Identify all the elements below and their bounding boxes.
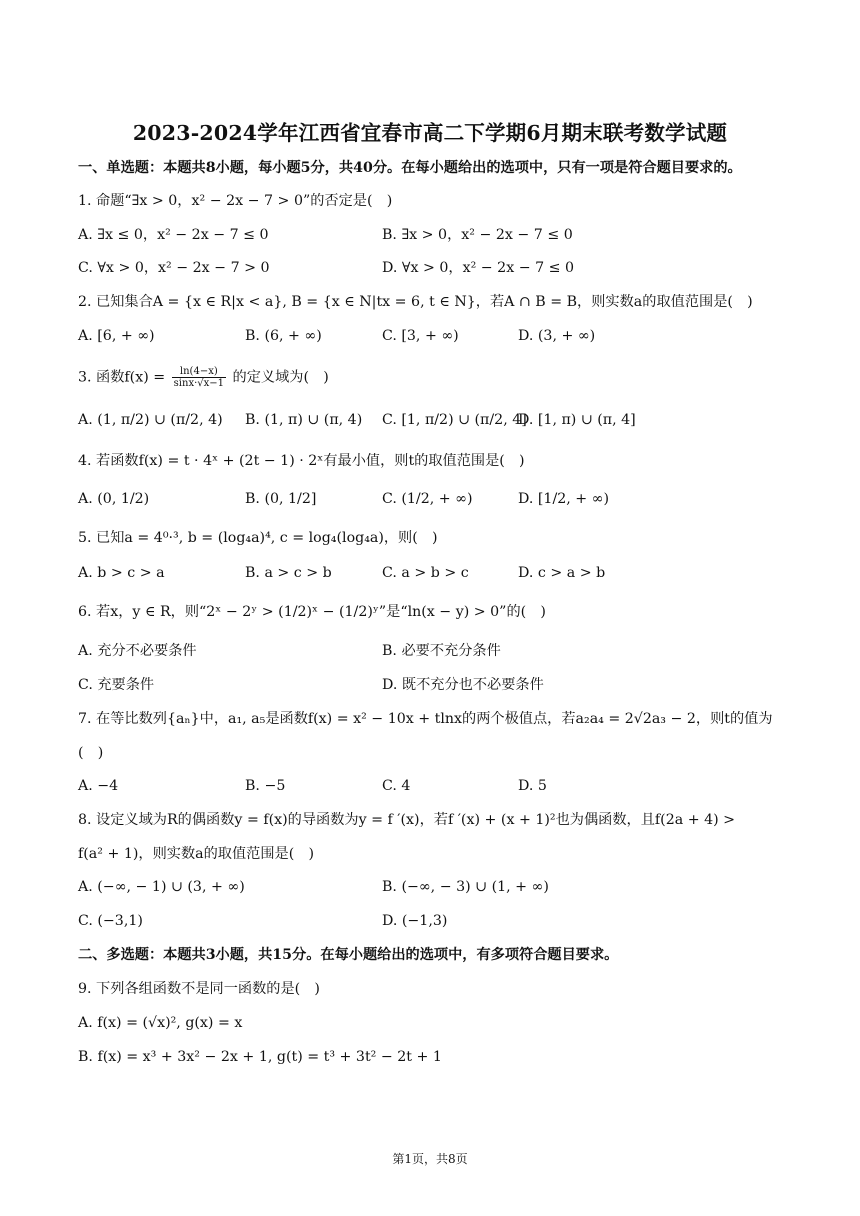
question-7-option-a: A. −4 bbox=[78, 778, 119, 794]
question-4-option-c: C. (1/2, + ∞) bbox=[382, 491, 473, 507]
question-5-option-d: D. c > a > b bbox=[518, 565, 606, 581]
question-3-option-d: D. [1, π) ∪ (π, 4] bbox=[518, 412, 636, 428]
question-2-option-a: A. [6, + ∞) bbox=[78, 328, 155, 344]
question-2-option-b: B. (6, + ∞) bbox=[245, 328, 322, 344]
question-7-stem: 7. 在等比数列{aₙ}中，a₁, a₅是函数f(x) = x² − 10x + tlnx的两个极值点，若a₂a₄ = 2√2a₃ − 2，则t的值为 bbox=[78, 711, 773, 727]
question-2-stem: 2. 已知集合A = {x ∈ R|x < a}, B = {x ∈ N|tx = 6, t ∈ N}，若A ∩ B = B，则实数a的取值范围是( ) bbox=[78, 294, 753, 310]
question-9-option-b: B. f(x) = x³ + 3x² − 2x + 1, g(t) = t³ + 3t² − 2t + 1 bbox=[78, 1049, 442, 1065]
question-5-stem: 5. 已知a = 4⁰·³, b = (log₄a)⁴, c = log₄(log₄a)，则( ) bbox=[78, 530, 438, 546]
question-9-option-a: A. f(x) = (√x)², g(x) = x bbox=[78, 1015, 243, 1031]
question-4-option-a: A. (0, 1/2) bbox=[78, 491, 150, 507]
question-3-stem bbox=[78, 366, 329, 389]
question-4-stem: 4. 若函数f(x) = t · 4ˣ + (2t − 1) · 2ˣ有最小值，则t的取值范围是( ) bbox=[78, 453, 525, 469]
question-7-stem-continued: ( ) bbox=[78, 745, 104, 761]
question-3-denominator: sinx·√x−1 bbox=[173, 378, 225, 389]
question-6-stem: 6. 若x，y ∈ R，则“2ˣ − 2ʸ > (1/2)ˣ − (1/2)ʸ”是“ln(x − y) > 0”的( ) bbox=[78, 604, 546, 620]
question-6-option-c: C. 充要条件 bbox=[78, 677, 155, 693]
question-7-option-c: C. 4 bbox=[382, 778, 411, 794]
question-5-option-b: B. a > c > b bbox=[245, 565, 332, 581]
question-6-option-a: A. 充分不必要条件 bbox=[78, 643, 197, 659]
question-7-option-b: B. −5 bbox=[245, 778, 286, 794]
question-2-option-d: D. (3, + ∞) bbox=[518, 328, 596, 344]
question-8-stem-continued: f(a² + 1)，则实数a的取值范围是( ) bbox=[78, 846, 314, 862]
question-8-stem: 8. 设定义域为R的偶函数y = f(x)的导函数为y = f ′(x)，若f ′(x) + (x + 1)²也为偶函数，且f(2a + 4) > bbox=[78, 812, 736, 828]
question-4-option-b: B. (0, 1/2] bbox=[245, 491, 317, 507]
question-1-option-a: A. ∃x ≤ 0，x² − 2x − 7 ≤ 0 bbox=[78, 227, 269, 243]
question-3-stem-prefix: 3. 函数f(x) = bbox=[78, 369, 166, 386]
section-heading-single-choice: 一、单选题：本题共8小题，每小题5分，共40分。在每小题给出的选项中，只有一项是符合题目要求的。 bbox=[78, 160, 742, 176]
question-1-stem: 1. 命题“∃x > 0，x² − 2x − 7 > 0”的否定是( ) bbox=[78, 193, 393, 209]
question-1-option-b: B. ∃x > 0，x² − 2x − 7 ≤ 0 bbox=[382, 227, 573, 243]
question-8-option-c: C. (−3,1) bbox=[78, 913, 143, 929]
question-6-option-b: B. 必要不充分条件 bbox=[382, 643, 501, 659]
question-3-stem-suffix: 的定义域为( ) bbox=[232, 369, 329, 386]
page-footer: 第1页，共8页 bbox=[392, 1152, 468, 1166]
question-6-option-d: D. 既不充分也不必要条件 bbox=[382, 677, 544, 693]
question-8-option-b: B. (−∞, − 3) ∪ (1, + ∞) bbox=[382, 879, 549, 895]
question-3-fraction bbox=[172, 366, 226, 389]
question-1-option-d: D. ∀x > 0，x² − 2x − 7 ≤ 0 bbox=[382, 260, 575, 276]
question-8-option-a: A. (−∞, − 1) ∪ (3, + ∞) bbox=[78, 879, 245, 895]
section-heading-multi-choice: 二、多选题：本题共3小题，共15分。在每小题给出的选项中，有多项符合题目要求。 bbox=[78, 947, 619, 963]
question-7-option-d: D. 5 bbox=[518, 778, 547, 794]
question-8-option-d: D. (−1,3) bbox=[382, 913, 448, 929]
question-4-option-d: D. [1/2, + ∞) bbox=[518, 491, 610, 507]
question-3-option-b: B. (1, π) ∪ (π, 4) bbox=[245, 412, 363, 428]
question-5-option-c: C. a > b > c bbox=[382, 565, 469, 581]
page-title: 2023-2024学年江西省宜春市高二下学期6月期末联考数学试题 bbox=[132, 121, 728, 145]
question-2-option-c: C. [3, + ∞) bbox=[382, 328, 459, 344]
question-3-option-a: A. (1, π/2) ∪ (π/2, 4) bbox=[78, 412, 223, 428]
question-9-stem: 9. 下列各组函数不是同一函数的是( ) bbox=[78, 981, 320, 997]
question-1-option-c: C. ∀x > 0，x² − 2x − 7 > 0 bbox=[78, 260, 270, 276]
question-3-option-c: C. [1, π/2) ∪ (π/2, 4] bbox=[382, 412, 527, 428]
question-5-option-a: A. b > c > a bbox=[78, 565, 165, 581]
question-3-numerator: ln(4−x) bbox=[172, 366, 226, 378]
